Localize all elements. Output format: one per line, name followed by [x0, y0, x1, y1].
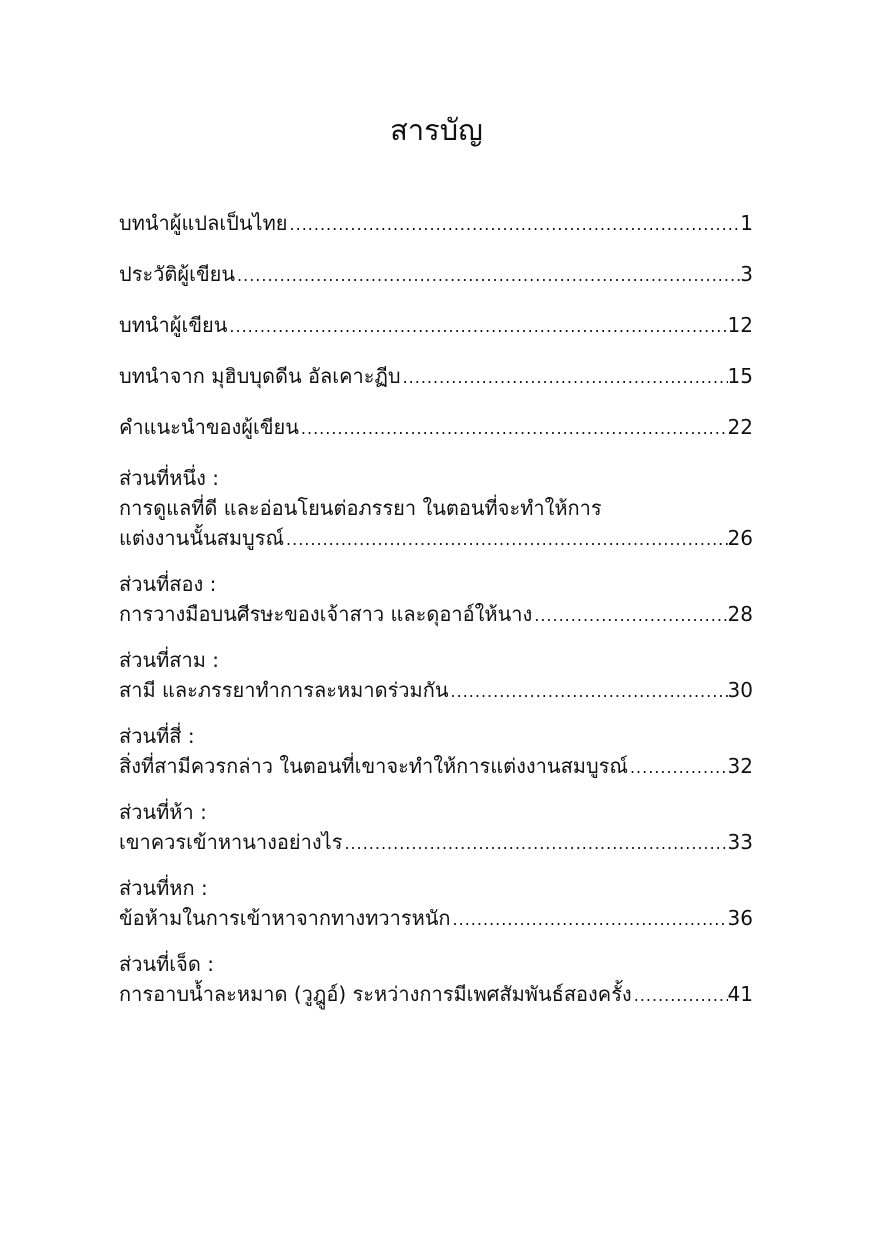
page-title: สารบัญ: [390, 113, 483, 147]
toc-entry: [119, 208, 753, 240]
toc-part-entry: [119, 645, 753, 707]
dot-leader: [401, 363, 728, 393]
toc-entry-page: 32: [727, 754, 753, 778]
toc-entry-page: 15: [727, 364, 753, 388]
part-title-line: การดูแลที่ดี และอ่อนโยนต่อภรรยา ในตอนที่จะทำให้การ: [119, 496, 602, 520]
part-label: ส่วนที่เจ็ด :: [119, 952, 214, 976]
toc-entry-title: บทนำจาก มุฮิบบุดดีน อัลเคาะฏีบ: [119, 364, 401, 388]
part-title: แต่งงานนั้นสมบูรณ์: [119, 526, 285, 550]
toc-entry-page: 33: [727, 830, 753, 854]
toc-entry: [119, 259, 753, 291]
dot-leader: [284, 525, 728, 555]
dot-leader: [628, 753, 728, 783]
part-title: ข้อห้ามในการเข้าหาจากทางทวารหนัก: [119, 906, 451, 930]
part-label: ส่วนที่ห้า :: [119, 800, 207, 824]
toc-part-entry: [119, 797, 753, 859]
toc-entry-page: 26: [727, 526, 753, 550]
toc-entry-title: ประวัติผู้เขียน: [119, 262, 236, 286]
toc-entry-title: บทนำผู้แปลเป็นไทย: [119, 211, 288, 235]
dot-leader: [288, 210, 741, 240]
toc-entry-page: 22: [727, 415, 753, 439]
dot-leader: [227, 312, 727, 342]
part-label: ส่วนที่หนึ่ง :: [119, 466, 220, 490]
part-title: การอาบน้ำละหมาด (วูฎูอ์) ระหว่างการมีเพศสัมพันธ์สองครั้ง: [119, 982, 632, 1006]
dot-leader: [451, 905, 728, 935]
table-of-contents: [119, 208, 753, 1025]
toc-part-entry: [119, 949, 753, 1011]
toc-entry-page: 36: [727, 906, 753, 930]
dot-leader: [449, 677, 728, 707]
dot-leader: [299, 414, 728, 444]
toc-entry-page: 12: [727, 313, 753, 337]
part-label: ส่วนที่หก :: [119, 876, 208, 900]
dot-leader: [632, 981, 728, 1011]
part-title: สิ่งที่สามีควรกล่าว ในตอนที่เขาจะทำให้การแต่งงานสมบูรณ์: [119, 754, 628, 778]
toc-entry-page: 28: [727, 602, 753, 626]
toc-entry-title: บทนำผู้เขียน: [119, 313, 228, 337]
part-title: สามี และภรรยาทำการละหมาดร่วมกัน: [119, 678, 449, 702]
toc-part-entry: [119, 569, 753, 631]
toc-entry-page: 30: [727, 678, 753, 702]
toc-part-entry: [119, 873, 753, 935]
part-title: เขาควรเข้าหานางอย่างไร: [119, 830, 343, 854]
part-label: ส่วนที่สอง :: [119, 572, 217, 596]
toc-entry-page: 1: [740, 211, 753, 235]
toc-entry: [119, 361, 753, 393]
toc-part-entry: [119, 721, 753, 783]
toc-part-entry: [119, 463, 753, 555]
dot-leader: [235, 261, 740, 291]
part-label: ส่วนที่สาม :: [119, 648, 220, 672]
dot-leader: [342, 829, 727, 859]
toc-entry-title: คำแนะนำของผู้เขียน: [119, 415, 299, 439]
dot-leader: [532, 601, 727, 631]
part-title: การวางมือบนศีรษะของเจ้าสาว และดุอาอ์ให้นาง: [119, 602, 533, 626]
toc-entry: [119, 412, 753, 444]
part-label: ส่วนที่สี่ :: [119, 724, 195, 748]
toc-entry: [119, 310, 753, 342]
toc-entry-page: 41: [727, 982, 753, 1006]
toc-entry-page: 3: [740, 262, 753, 286]
